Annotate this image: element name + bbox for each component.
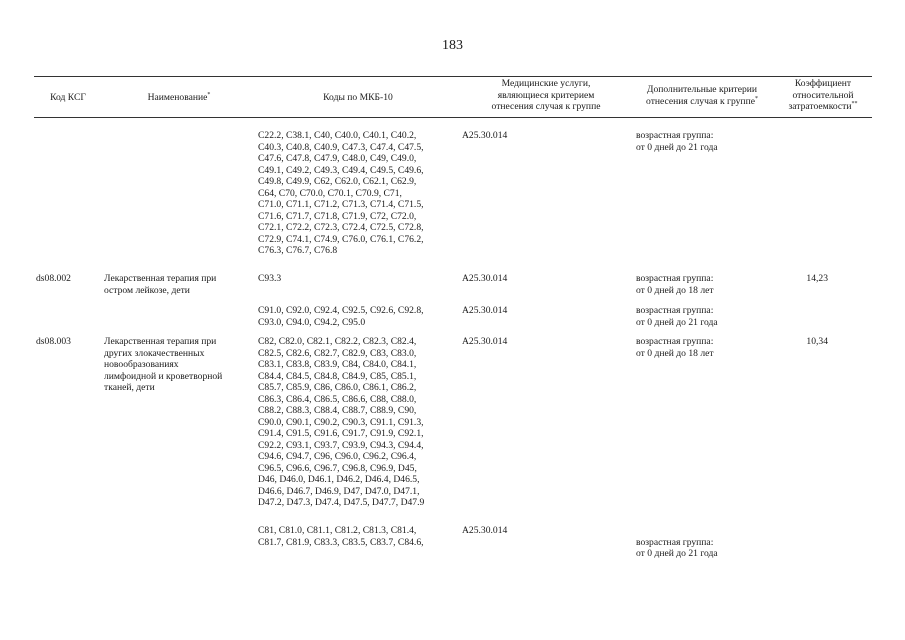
- service-code: A25.30.014: [462, 130, 508, 141]
- coefficient: 10,34: [806, 336, 828, 347]
- mkb-codes: C82, C82.0, C82.1, C82.2, C82.3, C82.4, C82.5, C82.6, C82.7, C82.9, C83, C83.0, C83.1, C83.8, C83.9, C84, C84.0, C84.1, C84.4, C84.5, C84.8, C84.9, C85, C85.1, C85.7, C85.9, C86, C86.0, C86.1, C86.2, C86.3, C86.4, C86.5, C86.6, C88, C88.0, C88.2, C88.3, C88.4, C88.7, C88.9, C90, C90.0, C90.1, C90.2, C90.3, C91.1, C91.3, C91.4, C91.5, C91.6, C91.7, C91.9, C92.1, C92.2, C93.1, C93.7, C93.9, C94.3, C94.4, C94.6, C94.7, C96, C96.0, C96.2, C96.4, C96.5, C96.6, C96.7, C96.8, C96.9, D45, D46, D46.0, D46.1, D46.2, D46.4, D46.5, D46.6, D46.7, D46.9, D47, D47.0, D47.1, D47.2, D47.3, D47.4, D47.5, D47.7, D47.9: [258, 336, 425, 508]
- ksg-code: ds08.002: [36, 273, 71, 284]
- header-services: Медицинские услуги, являющиеся критерием отнесения случая к группе: [491, 78, 601, 112]
- service-code: A25.30.014: [462, 336, 508, 347]
- service-code: A25.30.014: [462, 525, 508, 536]
- criteria: возрастная группа: от 0 дней до 21 года: [636, 536, 718, 559]
- service-code: A25.30.014: [462, 305, 508, 316]
- header-name: Наименование*: [147, 91, 211, 103]
- table-header-top-rule: [34, 76, 872, 77]
- header-mkb: Коды по МКБ-10: [323, 92, 393, 103]
- table-header-bottom-rule: [34, 117, 872, 118]
- criteria: возрастная группа: от 0 дней до 18 лет: [636, 273, 714, 296]
- header-criteria: Дополнительные критерии отнесения случая к группе*: [646, 84, 758, 107]
- mkb-codes: C22.2, C38.1, C40, C40.0, C40.1, C40.2, C40.3, C40.8, C40.9, C47.3, C47.4, C47.5, C47.6, C47.8, C47.9, C48.0, C49, C49.0, C49.1, C49.2, C49.3, C49.4, C49.5, C49.6, C49.8, C49.9, C62, C62.0, C62.1, C62.9, C64, C70, C70.0, C70.1, C70.9, C71, C71.0, C71.1, C71.2, C71.3, C71.4, C71.5, C71.6, C71.7, C71.8, C71.9, C72, C72.0, C72.1, C72.2, C72.3, C72.4, C72.5, C72.8, C72.9, C74.1, C74.9, C76.0, C76.1, C76.2, C76.3, C76.7, C76.8: [258, 130, 424, 256]
- mkb-codes: C93.3: [258, 273, 282, 284]
- criteria: возрастная группа: от 0 дней до 18 лет: [636, 336, 714, 359]
- service-code: A25.30.014: [462, 273, 508, 284]
- coefficient: 14,23: [806, 273, 828, 284]
- header-code: Код КСГ: [50, 92, 86, 103]
- mkb-codes: C81, C81.0, C81.1, C81.2, C81.3, C81.4, C81.7, C81.9, C83.3, C83.5, C83.7, C84.6,: [258, 525, 424, 548]
- page-number: 183: [442, 38, 463, 53]
- criteria: возрастная группа: от 0 дней до 21 года: [636, 130, 718, 153]
- criteria: возрастная группа: от 0 дней до 21 года: [636, 305, 718, 328]
- header-coef: Коэффициент относительной затратоемкости**: [788, 78, 858, 112]
- ksg-code: ds08.003: [36, 336, 71, 347]
- ksg-name: Лекарственная терапия при других злокачественных новообразованиях лимфоидной и кроветворной тканей, дети: [104, 336, 223, 393]
- ksg-name: Лекарственная терапия при остром лейкозе, дети: [104, 273, 217, 296]
- mkb-codes: C91.0, C92.0, C92.4, C92.5, C92.6, C92.8, C93.0, C94.0, C94.2, C95.0: [258, 305, 424, 328]
